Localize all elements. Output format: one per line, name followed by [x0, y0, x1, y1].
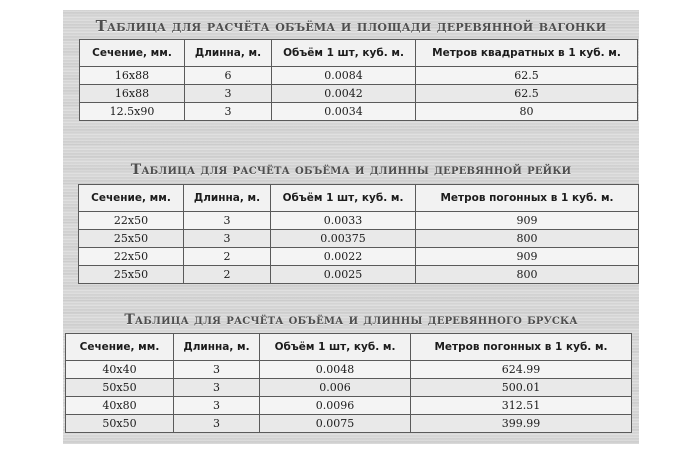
cell-section: 25x50 [79, 230, 184, 248]
cell-length: 2 [184, 248, 271, 266]
cell-section: 12.5x90 [80, 103, 185, 121]
cell-meters: 624.99 [411, 361, 632, 379]
header-volume: Объём 1 шт, куб. м. [272, 40, 416, 67]
cell-section: 50x50 [66, 379, 174, 397]
cell-meters: 909 [416, 212, 639, 230]
bar-table [65, 333, 632, 433]
header-section: Сечение, мм. [79, 185, 184, 212]
tables-board [63, 10, 639, 444]
header-length: Длинна, м. [174, 334, 260, 361]
cell-meters: 312.51 [411, 397, 632, 415]
table-row [79, 266, 639, 284]
cell-volume: 0.0042 [272, 85, 416, 103]
table-row [66, 379, 632, 397]
cell-meters: 399.99 [411, 415, 632, 433]
table-title: Таблица для расчёта объёма и площади деревянной вагонки [95, 17, 607, 35]
table-row [66, 415, 632, 433]
header-area-per-cubic-meter: Метров квадратных в 1 куб. м. [416, 40, 638, 67]
table-row [79, 248, 639, 266]
cell-length: 3 [184, 230, 271, 248]
cell-section: 50x50 [66, 415, 174, 433]
cell-volume: 0.00375 [271, 230, 416, 248]
cell-meters: 909 [416, 248, 639, 266]
table-row [66, 361, 632, 379]
cell-volume: 0.0075 [260, 415, 411, 433]
table-title: Таблица для расчёта объёма и длинны деревянного бруска [124, 312, 578, 328]
cell-length: 3 [185, 85, 272, 103]
cell-area: 80 [416, 103, 638, 121]
cell-section: 40x40 [66, 361, 174, 379]
cell-meters: 800 [416, 266, 639, 284]
cell-length: 3 [185, 103, 272, 121]
table-header-row [66, 334, 632, 361]
header-length-per-cubic-meter: Метров погонных в 1 куб. м. [416, 185, 639, 212]
cell-length: 3 [174, 361, 260, 379]
cell-length: 2 [184, 266, 271, 284]
table-header-row [80, 40, 638, 67]
table-row [80, 103, 638, 121]
cell-meters: 800 [416, 230, 639, 248]
cell-section: 16x88 [80, 67, 185, 85]
header-section: Сечение, мм. [66, 334, 174, 361]
cell-area: 62.5 [416, 67, 638, 85]
cell-volume: 0.0022 [271, 248, 416, 266]
cell-section: 22x50 [79, 248, 184, 266]
table-row [79, 212, 639, 230]
cell-volume: 0.0025 [271, 266, 416, 284]
cell-section: 16x88 [80, 85, 185, 103]
cell-section: 25x50 [79, 266, 184, 284]
table-row [66, 397, 632, 415]
cell-volume: 0.0033 [271, 212, 416, 230]
table-row [80, 85, 638, 103]
slat-table [78, 184, 639, 284]
cell-section: 22x50 [79, 212, 184, 230]
table-row [80, 67, 638, 85]
table-title: Таблица для расчёта объёма и длинны деревянной рейки [130, 162, 572, 178]
cell-section: 40x80 [66, 397, 174, 415]
table-row [79, 230, 639, 248]
cell-volume: 0.0096 [260, 397, 411, 415]
cell-volume: 0.0084 [272, 67, 416, 85]
cell-volume: 0.0048 [260, 361, 411, 379]
cell-length: 6 [185, 67, 272, 85]
header-length: Длинна, м. [184, 185, 271, 212]
cell-volume: 0.006 [260, 379, 411, 397]
header-section: Сечение, мм. [80, 40, 185, 67]
table-header-row [79, 185, 639, 212]
cell-volume: 0.0034 [272, 103, 416, 121]
cell-length: 3 [174, 397, 260, 415]
header-length-per-cubic-meter: Метров погонных в 1 куб. м. [411, 334, 632, 361]
cell-meters: 500.01 [411, 379, 632, 397]
cell-area: 62.5 [416, 85, 638, 103]
cell-length: 3 [174, 415, 260, 433]
cell-length: 3 [174, 379, 260, 397]
header-volume: Объём 1 шт, куб. м. [260, 334, 411, 361]
cell-length: 3 [184, 212, 271, 230]
header-length: Длинна, м. [185, 40, 272, 67]
header-volume: Объём 1 шт, куб. м. [271, 185, 416, 212]
lining-table [79, 39, 638, 121]
